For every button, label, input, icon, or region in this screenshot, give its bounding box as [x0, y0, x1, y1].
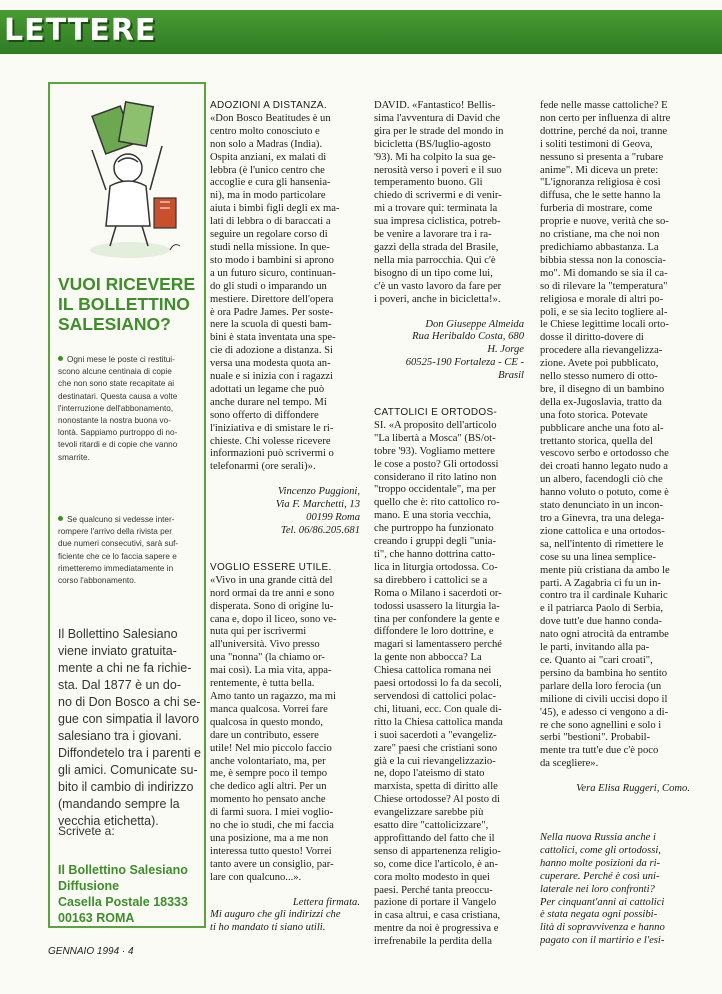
text-line: so di rilevare la "temperatura": [540, 280, 668, 292]
text-line: Nella nuova Russia anche i: [540, 832, 656, 844]
text-line: studi nella missione. In que-: [210, 241, 330, 253]
text-line: 00199 Roma: [306, 512, 360, 524]
text-line: dove tutt'e due hanno conda-: [540, 616, 662, 628]
text-line: è ora Padre James. Per soste-: [210, 306, 333, 318]
text-line: nerosità verso i poveri e il suo: [374, 164, 502, 176]
text-line: tro a Ginevra, tra una delega-: [540, 513, 665, 524]
text-line: mestiere. Direttore dell'opera: [210, 293, 334, 305]
text-line: «Vivo in una grande città del: [210, 574, 333, 586]
text-line: chi, lituani, ecc. Con quale di-: [374, 703, 502, 715]
notice-interruption: [58, 514, 200, 587]
text-line: mente tra tutt'e due c'è poco: [540, 745, 659, 757]
text-line: i suoi sacerdoti a "evangeliz-: [374, 729, 497, 741]
text-line: mente più cristiana da ambo le: [540, 564, 670, 576]
note-line: rompere l'arrivo della rivista per: [58, 527, 172, 537]
letters-column-1: [210, 100, 360, 935]
text-line: temperamento buono. Gli: [374, 177, 483, 189]
text-line: lati di lebbra o di baraccati a: [210, 216, 331, 228]
text-line: a un futuro sicuro, continuan-: [210, 267, 336, 279]
note-line: che non sono state recapitate ai: [58, 379, 175, 389]
text-line: parti. A Zagabria ci fu un in-: [540, 577, 661, 589]
note-line: Se qualcuno si vedesse inter-: [67, 515, 175, 524]
text-line: nuale e si inizia con i ragazzi: [210, 371, 333, 383]
text-line: nuta qui per iscrivermi: [210, 626, 307, 638]
letters-column-2: [374, 100, 524, 949]
text-line: nord ormai da tre anni e sono: [210, 587, 335, 599]
text-line: "troppo occidentale", ma per: [374, 484, 496, 496]
text-line: lica in liturgia ortodossa. Co-: [374, 561, 498, 573]
info-line: no di Don Bosco a chi se-: [58, 695, 201, 709]
text-line: chieste. Chi volesse ricevere: [210, 435, 331, 447]
spacer: [210, 550, 360, 562]
text-line: anime". Mi diceva un prete:: [540, 164, 659, 176]
reader-with-magazine-icon: [60, 90, 194, 266]
letters-column-3: [540, 100, 690, 948]
text-line: di farmi suora. I miei voglio-: [210, 807, 333, 819]
text-line: senso di appartenenza religio-: [374, 845, 501, 857]
text-line: diffusa, che le sette hanno la: [540, 190, 661, 202]
info-line: salesiano tra i giovani.: [58, 729, 182, 743]
text-line: no che io studi, che mi faccia: [210, 820, 334, 832]
postal-address: [58, 862, 188, 926]
bullet-icon: [58, 516, 63, 521]
text-line: so, come dice l'articolo, è an-: [374, 858, 498, 870]
text-line: milione di civili uccisi dopo il: [540, 693, 668, 705]
info-line: Diffondetelo tra i parenti e: [58, 746, 201, 760]
text-line: cuperare. Perché è così uni-: [540, 870, 660, 882]
text-line: non certo per influenza di altre: [540, 112, 671, 124]
text-line: Roma o Milano i sacerdoti or-: [374, 587, 502, 599]
text-line: è stata negata ogni possibi-: [540, 909, 658, 921]
text-line: Vera Elisa Ruggeri, Como.: [576, 783, 690, 795]
text-line: aiuta i bimbi figli degli ex ma-: [210, 203, 340, 215]
text-line: i soliti testimoni di Geova,: [540, 138, 653, 150]
text-line: Don Giuseppe Almeida: [425, 318, 524, 330]
text-line: sa, nell'intento di rimettere le: [540, 538, 664, 550]
text-line: Tel. 06/86.205.681: [280, 525, 360, 536]
text-line: gira per le strade del mondo in: [374, 125, 504, 137]
text-line: nato ogni atrocità da entrambe: [540, 629, 669, 641]
promo-title-line: VUOI RICEVERE: [58, 274, 196, 294]
text-line: DAVID. «Fantastico! Bellis-: [374, 100, 496, 111]
notice-returned-copies: [58, 354, 200, 464]
text-line: che dedico agli altri. Per un: [210, 781, 327, 793]
text-line: religiosa e morale di altri po-: [540, 293, 664, 305]
text-line: 60525-190 Fortaleza - CE -: [405, 357, 524, 369]
spacer: [210, 474, 360, 486]
spacer: [374, 307, 524, 319]
text-line: bre, il disegno di un bambino: [540, 383, 665, 395]
text-line: cie di adozione a distanza. Si: [210, 345, 333, 357]
text-line: pazione di portare il Vangelo: [374, 897, 497, 909]
text-line: pagato con il martirio e l'esi-: [540, 935, 665, 947]
promo-title-line: SALESIANO?: [58, 314, 171, 334]
text-line: la gente non abbocca? La: [374, 652, 482, 664]
text-line: tobre '93). Vogliamo mettere: [374, 445, 495, 457]
text-line: evangelizzare sarebbe più: [374, 807, 484, 819]
text-line: poli, e se sia lecito togliere al-: [540, 306, 668, 318]
text-line: '93). Mi ha colpito la sua ge-: [374, 151, 496, 163]
spacer: [540, 796, 690, 808]
text-line: Lettera firmata.: [292, 896, 360, 908]
text-line: Via F. Marchetti, 13: [275, 499, 360, 511]
text-line: trettanto storica, quella del: [540, 435, 653, 447]
text-line: tina per confondere la gente e: [374, 613, 500, 625]
text-line: predichiamo abbastanza. La: [540, 241, 659, 253]
text-line: bicicletta (BS/luglio-agosto: [374, 138, 491, 150]
text-line: sua impresa ciclistica, potreb-: [374, 216, 501, 228]
text-line: fede nelle masse cattoliche? E: [540, 100, 668, 111]
note-line: Ogni mese le poste ci restitui-: [67, 355, 175, 364]
text-line: cana e, dopo il liceo, sono ve-: [210, 613, 337, 625]
text-line: parlare della loro ferocia (un: [540, 680, 662, 692]
text-line: furberia di mostrare, come: [540, 203, 653, 215]
spacer: [210, 538, 360, 550]
text-line: che purtroppo ha funzionato: [374, 523, 494, 535]
text-line: ce. Quanto ai "cari croati",: [540, 654, 653, 666]
text-line: interessa tutto questo! Vorrei: [210, 845, 332, 857]
text-line: le parti, invitando alla pa-: [540, 642, 650, 654]
text-line: mai così). La mia vita, appa-: [210, 665, 332, 677]
promo-title-line: IL BOLLETTINO: [58, 294, 190, 314]
text-line: procedere alla rievangelizza-: [540, 345, 663, 357]
text-line: vescovo serbo e ortodosso che: [540, 448, 669, 460]
note-line: smarrite.: [58, 452, 90, 462]
text-line: Vincenzo Puggioni,: [277, 486, 360, 498]
note-line: due numeri consecutivi, sarà suf-: [58, 539, 179, 549]
text-line: cattolici, come gli ortodossi,: [540, 844, 661, 856]
text-line: telefonarmi (ore serali)».: [210, 461, 316, 473]
text-line: laterale nei loro confronti?: [540, 883, 655, 895]
text-line: bibbia stessa non la conoscia-: [540, 254, 666, 266]
text-line: momento ho pensato anche: [210, 794, 326, 806]
text-line: ti", che hanno dottrina catto-: [374, 549, 496, 560]
text-line: cora molto modesto in quei: [374, 871, 490, 883]
text-line: versa una modesta quota an-: [210, 358, 331, 370]
spacer: [374, 383, 524, 395]
text-line: zione. Avete poi pubblicato,: [540, 358, 659, 370]
info-line: viene inviato gratuita-: [58, 644, 177, 658]
text-line: hanno voluto o potuto, come è: [540, 487, 669, 499]
address-line: Casella Postale 18333: [58, 895, 188, 909]
text-line: diffondere le loro dottrine, e: [374, 626, 494, 638]
text-line: «Don Bosco Beatitudes è un: [210, 112, 331, 124]
text-line: cose su una linea semplice-: [540, 551, 656, 563]
text-line: quello che è: rito cattolico ro-: [374, 497, 500, 509]
text-line: all'università. Vivo presso: [210, 639, 320, 651]
text-line: Brasil: [498, 370, 524, 382]
text-line: sa direbbero i cattolici se a: [374, 574, 488, 586]
text-line: nessuno si presenta a "rubare: [540, 151, 664, 163]
spacer: [540, 808, 690, 820]
info-line: gue con simpatia il lavoro: [58, 712, 200, 726]
text-line: rentemente, è tutta bella.: [210, 678, 315, 690]
text-line: disperata. Sono di origine lu-: [210, 600, 334, 612]
text-line: contro tra il cardinale Kuharic: [540, 590, 668, 602]
text-line: adottati un legame che può: [210, 383, 325, 395]
text-line: proprie e nuove, verità che so-: [540, 216, 669, 228]
text-line: seguire un regolare corso di: [210, 229, 328, 241]
text-line: tanto avere un consiglio, par-: [210, 858, 334, 870]
text-line: stato denunciato in un incon-: [540, 500, 663, 512]
note-line: destinatari. Questa causa a volte: [58, 391, 178, 401]
section-header: [0, 10, 722, 54]
text-line: be venire a lavorare tra i ra-: [374, 229, 492, 241]
text-line: Rua Heribaldo Costa, 680: [412, 331, 524, 343]
text-line: SI. «A proposito dell'articolo: [374, 419, 497, 431]
text-line: lebbra (è l'unico centro che: [210, 164, 325, 176]
text-line: ti ho mandato ti siano utili.: [210, 922, 326, 934]
text-line: sima l'avventura di David che: [374, 112, 501, 124]
text-line: una "nonna" (la chiamo or-: [210, 652, 325, 664]
text-line: le cose a posto? Gli ortodossi: [374, 458, 499, 470]
note-line: lontà. Sappiamo purtroppo di no-: [58, 428, 178, 438]
text-line: già e la cui rievangelizzazio-: [374, 755, 496, 767]
spacer: [210, 885, 360, 897]
text-line: Ospita anziani, ex malati di: [210, 151, 327, 163]
text-line: dosse il diritto-dovere di: [540, 332, 644, 344]
text-line: mo". Mi domando se sia il ca-: [540, 267, 668, 279]
text-line: hanno molte posizioni da ri-: [540, 857, 661, 869]
text-line: me, è sempre poco il tempo: [210, 768, 328, 780]
note-line: rimetteremo immediatamente in: [58, 563, 174, 573]
text-line: nere la scuola di questi bam-: [210, 319, 332, 331]
text-line: una foto storica. Potevate: [540, 409, 648, 421]
text-line: centro molto conosciuto e: [210, 125, 320, 137]
text-line: dare un contributo, essere: [210, 729, 319, 741]
text-line: esatto dire "cattolicizzare",: [374, 820, 489, 832]
note-line: ficiente che ce lo faccia sapere e: [58, 551, 177, 561]
promo-title: [58, 274, 202, 334]
text-line: bisogno di un tipo come lui,: [374, 267, 493, 279]
info-line: (mandando sempre la: [58, 797, 180, 811]
text-line: anche volontariato, ma, per: [210, 755, 326, 767]
text-line: paesi ortodossi lo fa da secoli,: [374, 678, 502, 690]
info-line: sta. Dal 1877 è un do-: [58, 678, 181, 692]
info-line: vecchia etichetta).: [58, 814, 159, 828]
section-title: LETTERE: [4, 13, 157, 48]
text-line: '45), e adesso ci vengono a di-: [540, 706, 669, 718]
text-line: no cristiane, ma che noi non: [540, 229, 660, 241]
text-line: VOGLIO ESSERE UTILE.: [210, 561, 332, 573]
text-line: una posizione, ma a me non: [210, 832, 329, 844]
text-line: mano. È una storia vecchia,: [374, 510, 492, 522]
text-line: non solo a Madras (India).: [210, 138, 323, 150]
note-line: nonostante la nostra buona vo-: [58, 416, 171, 426]
text-line: e il patriarca Paolo di Serbia,: [540, 603, 663, 615]
text-line: servendosi di cattolici polac-: [374, 690, 497, 702]
text-line: ne, dopo l'ateismo di stato: [374, 768, 485, 780]
text-line: informazioni può scrivermi o: [210, 448, 334, 460]
text-line: re che sono agnellini e solo i: [540, 719, 662, 731]
text-line: zione cattolica e una ortodos-: [540, 525, 665, 537]
text-line: sono offerto di diffondere: [210, 409, 319, 421]
text-line: manca qualcosa. Vorrei fare: [210, 703, 328, 715]
text-line: dei croati hanno legato nudo a: [540, 461, 668, 473]
text-line: marxista, spetta di diritto alle: [374, 781, 498, 793]
text-line: le Chiese legittime locali orto-: [540, 319, 669, 331]
write-to-label: Scrivete a:: [58, 824, 115, 838]
note-line: corso l'abbonamento.: [58, 576, 137, 586]
text-line: in casa altrui, e casa cristiana,: [374, 910, 501, 922]
address-line: Il Bollettino Salesiano: [58, 863, 188, 877]
text-line: ADOZIONI A DISTANZA.: [210, 100, 327, 111]
info-line: mente a chi ne fa richie-: [58, 661, 192, 675]
text-line: Amo tanto un ragazzo, ma mi: [210, 690, 336, 702]
bulletin-info: [58, 626, 202, 830]
note-line: tevoli ritardi e di copie che vanno: [58, 440, 178, 450]
text-line: della ex-Jugoslavia, tratto da: [540, 396, 662, 408]
text-line: sto modo i bambini si aprono: [210, 254, 334, 266]
text-line: Chiesa cattolica romana nei: [374, 665, 492, 677]
spacer: [374, 395, 524, 407]
text-line: todossi usassero la liturgia la-: [374, 600, 500, 612]
address-line: Diffusione: [58, 879, 120, 893]
text-line: dottrine, perché da noi, tranne: [540, 125, 668, 137]
text-line: lare con qualcuno...».: [210, 871, 302, 883]
text-line: zare" paesi che cristiani sono: [374, 742, 498, 754]
bullet-icon: [58, 356, 63, 361]
note-line: l'interruzione dell'abbonamento,: [58, 403, 174, 413]
text-line: nello stesso numero di otto-: [540, 371, 658, 383]
text-line: do gli studi o imparando un: [210, 280, 327, 292]
text-line: c'è un vasto lavoro da fare per: [374, 280, 502, 292]
text-line: lità di sopravvivenza e hanno: [540, 922, 665, 934]
text-line: i poveri, anche in bicicletta!».: [374, 293, 501, 305]
info-line: gli amici. Comunicate su-: [58, 763, 198, 777]
text-line: un albero, facendogli ciò che: [540, 474, 663, 486]
text-line: mi a trovare qui: terminata la: [374, 203, 498, 215]
text-line: qualcosa in questo mondo,: [210, 716, 323, 728]
text-line: "La libertà a Mosca" (BS/ot-: [374, 432, 496, 444]
text-line: persino da bambina ho sentito: [540, 667, 668, 679]
text-line: irrefrenabile la perdita della: [374, 936, 492, 948]
text-line: ni), ma in modo particolare: [210, 190, 326, 202]
text-line: pubblicare anche una foto al-: [540, 422, 664, 434]
text-line: gazzi della strada del Brasile,: [374, 241, 499, 253]
text-line: mentre da noi è progressiva e: [374, 923, 499, 935]
subscription-sidebar: [48, 82, 206, 928]
text-line: ritto la Chiesa cattolica manda: [374, 716, 503, 728]
text-line: approfittando del fatto che il: [374, 832, 495, 844]
text-line: H. Jorge: [487, 344, 524, 356]
spacer: [540, 820, 690, 832]
text-line: Per cinquant'anni ai cattolici: [540, 896, 665, 908]
text-line: nella mia parrocchia. Qui c'è: [374, 254, 496, 266]
text-line: "L'ignoranza religiosa è così: [540, 177, 661, 189]
text-line: CATTOLICI E ORTODOS-: [374, 407, 498, 419]
text-line: Chiese ortodosse? Al posto di: [374, 794, 500, 806]
text-line: bini è stata inventata una spe-: [210, 332, 336, 344]
text-line: accoglie e cura gli hansenia-: [210, 177, 331, 189]
text-line: considerano il rito latino non: [374, 471, 497, 483]
text-line: l'iniziativa e di smistare le ri-: [210, 422, 334, 434]
text-line: paesi. Perché tanta preoccu-: [374, 884, 493, 896]
text-line: utile! Nel mio piccolo faccio: [210, 742, 332, 754]
text-line: da scegliere».: [540, 758, 599, 770]
text-line: serbi "bestioni". Probabil-: [540, 732, 651, 744]
page-footer: GENNAIO 1994 · 4: [48, 946, 134, 957]
address-line: 00163 ROMA: [58, 911, 135, 925]
text-line: magari si lamentassero perché: [374, 639, 502, 651]
text-line: anche durare nel tempo. Mi: [210, 396, 327, 408]
info-line: Il Bollettino Salesiano: [58, 627, 178, 641]
spacer: [540, 771, 690, 783]
text-line: creando i gruppi degli "unia-: [374, 536, 496, 548]
info-line: bito il cambio di indirizzo: [58, 780, 194, 794]
note-line: scono alcune centinaia di copie: [58, 367, 172, 377]
text-line: Mi auguro che gli indirizzi che: [210, 909, 341, 921]
text-line: chiedo di scrivermi e di venir-: [374, 190, 502, 202]
